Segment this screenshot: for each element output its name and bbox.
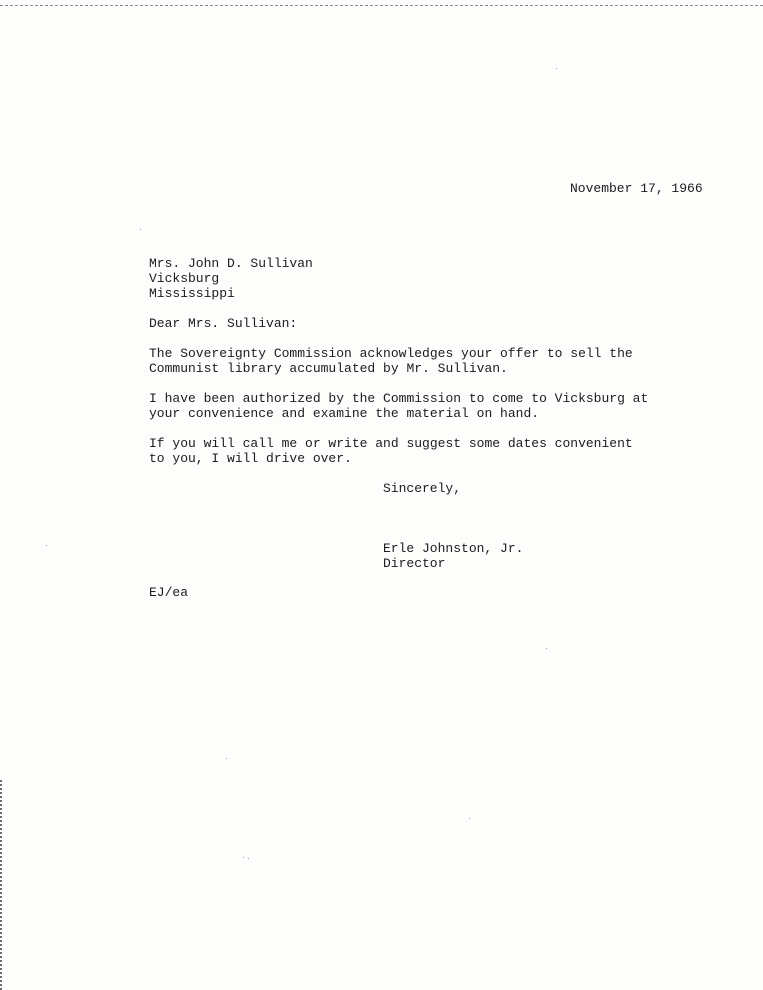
- recipient-city: Vicksburg: [149, 271, 220, 286]
- paragraph-line: If you will call me or write and suggest some dates convenient: [149, 436, 633, 451]
- salutation: Dear Mrs. Sullivan:: [149, 316, 298, 331]
- paragraph-line: your convenience and examine the material on hand.: [149, 406, 540, 421]
- paragraph-line: Communist library accumulated by Mr. Sullivan.: [149, 361, 508, 376]
- signer-title: Director: [383, 556, 446, 571]
- scan-left-edge: [0, 780, 2, 990]
- paragraph-line: I have been authorized by the Commission to come to Vicksburg at: [149, 391, 649, 406]
- reference-initials: EJ/ea: [149, 585, 189, 600]
- signer-name: Erle Johnston, Jr.: [383, 541, 524, 556]
- recipient-name: Mrs. John D. Sullivan: [149, 256, 313, 271]
- recipient-state: Mississippi: [149, 286, 235, 301]
- paragraph-line: to you, I will drive over.: [149, 451, 352, 466]
- letter-date: November 17, 1966: [570, 181, 703, 196]
- scan-top-edge: [0, 5, 763, 6]
- paragraph-line: The Sovereignty Commission acknowledges your offer to sell the: [149, 346, 633, 361]
- closing: Sincerely,: [383, 481, 462, 496]
